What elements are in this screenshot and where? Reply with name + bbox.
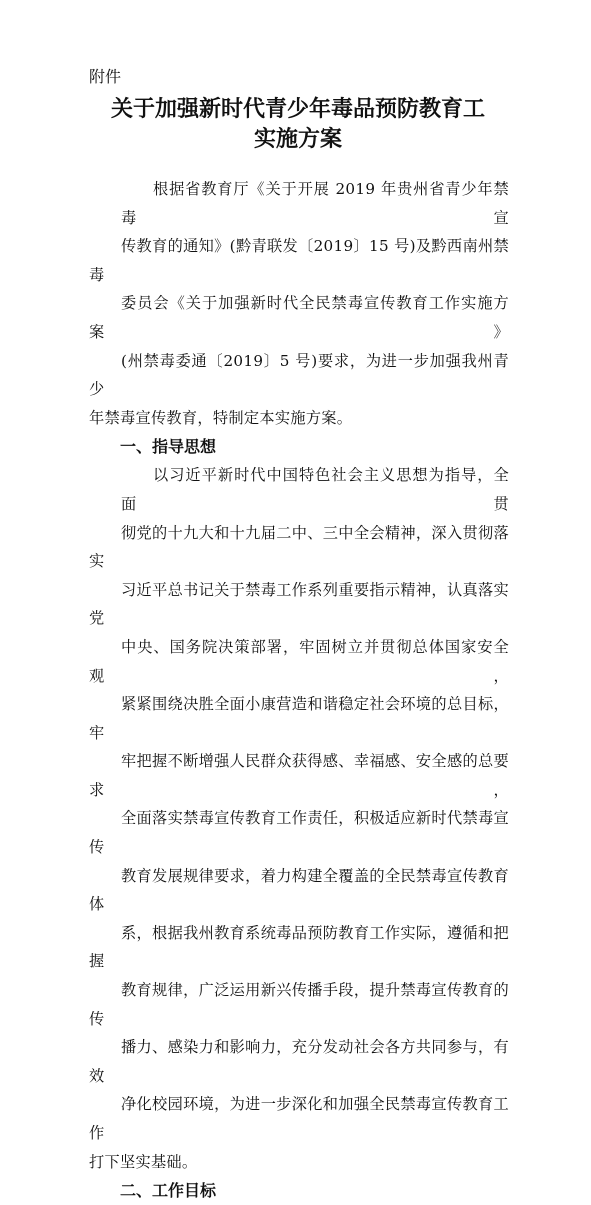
paragraph-line: 牢把握不断增强人民群众获得感、幸福感、安全感的总要求， [89,752,509,799]
paragraph-line: 中央、国务院决策部署，牢固树立并贯彻总体国家安全观， [89,637,509,685]
paragraph-line: 系，根据我州教育系统毒品预防教育工作实际，遵循和把握 [89,923,509,971]
paragraph-line: 打下坚实基础。 [89,1152,198,1171]
section-heading: 一、指导思想 [120,437,217,457]
paragraph-line: 根据省教育厅《关于开展 2019 年贵州省青少年禁毒宣 [121,180,509,227]
paragraph-line: 委员会《关于加强新时代全民禁毒宣传教育工作实施方案》 [89,294,509,341]
paragraph-line: 紧紧围绕决胜全面小康营造和谐稳定社会环境的总目标，牢 [89,695,509,742]
paragraph-line: 习近平总书记关于禁毒工作系列重要指示精神，认真落实党 [89,580,509,628]
attachment-label: 附件 [89,67,122,86]
paragraph-line: (州禁毒委通〔2019〕5 号)要求，为进一步加强我州青少 [89,351,509,399]
document-body [89,175,509,1205]
title-line: 实施方案 [253,126,342,152]
intro-paragraph [89,175,509,432]
paragraph-line: 全面落实禁毒宣传教育工作责任，积极适应新时代禁毒宣传 [89,809,509,857]
paragraph-line: 教育发展规律要求，着力构建全覆盖的全民禁毒宣传教育体 [89,866,509,914]
paragraph-line: 年禁毒宣传教育，特制定本实施方案。 [89,408,353,427]
paragraph-line: 教育规律，广泛运用新兴传播手段，提升禁毒宣传教育的传 [89,981,509,1028]
paragraph-line: 播力、感染力和影响力，充分发动社会各方共同参与，有效 [89,1038,509,1085]
paragraph-line: 以习近平新时代中国特色社会主义思想为指导，全面贯 [121,466,509,513]
paragraph-line: 传教育的通知》(黔青联发〔2019〕15 号)及黔西南州禁毒 [89,237,509,284]
section1-paragraph [89,461,509,1176]
paragraph-line: 彻党的十九大和十九届二中、三中全会精神，深入贯彻落实 [89,523,509,571]
section-heading: 二、工作目标 [120,1181,217,1201]
document-title [88,94,508,154]
paragraph-line: 净化校园环境，为进一步深化和加强全民禁毒宣传教育工作 [89,1095,509,1142]
title-line: 关于加强新时代青少年毒品预防教育工 [110,96,485,122]
